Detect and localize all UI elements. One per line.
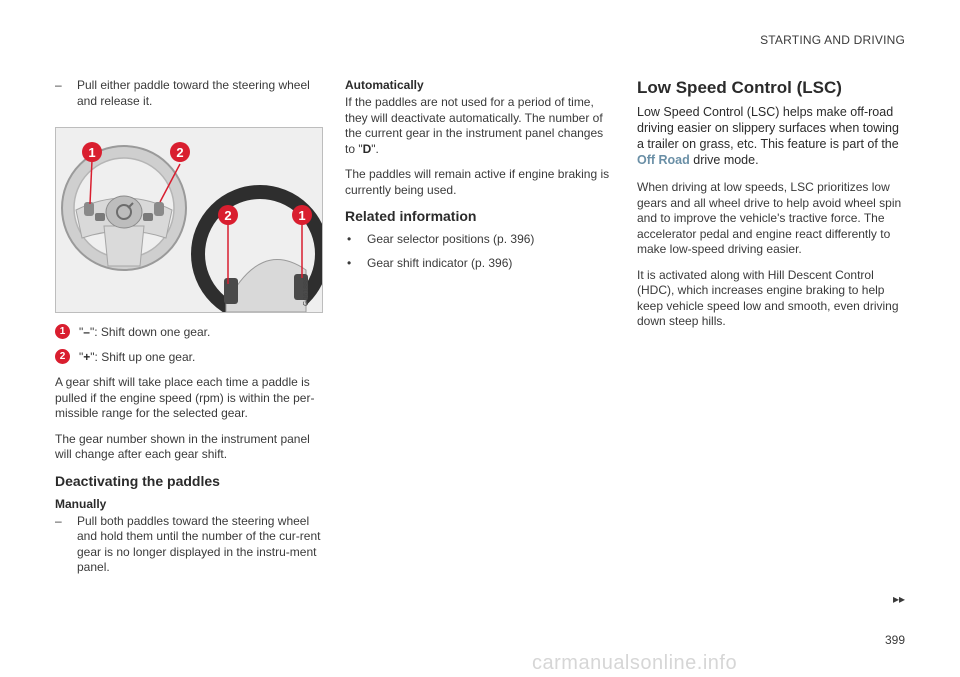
body-paragraph: When driving at low speeds, LSC prioritizes low gears and all wheel drive to help avoid wheel spin and to improve the vehicle's tractive force. The accelerator pedal and engine react differently to make low-speed driving easier. [637, 180, 902, 256]
svg-text:1: 1 [88, 145, 96, 160]
figure-code: G061889 [303, 277, 310, 306]
legend-quote: " [79, 325, 84, 339]
section-header: STARTING AND DRIVING [760, 33, 905, 47]
legend-item-1 [55, 325, 321, 340]
body-paragraph: The paddles will remain active if engine braking is currently being used. [345, 167, 610, 197]
related-link-text[interactable]: Gear shift indicator (p. 396) [367, 255, 513, 270]
body-paragraph: It is activated along with Hill Descent Control (HDC), which increases engine braking to help keep vehicle speed low and smooth, even driving down steep hills. [637, 267, 899, 328]
paragraph-text: ". [371, 141, 379, 156]
off-road-link[interactable]: Off Road [637, 153, 690, 167]
callout-badge: 2 [55, 349, 70, 364]
lead-paragraph [637, 104, 905, 168]
steering-wheel-drawing [56, 128, 322, 312]
svg-text:1: 1 [298, 208, 306, 223]
section-heading: Related information [345, 208, 477, 224]
body-paragraph: The gear number shown in the instrument panel will change after each gear shift. [55, 431, 310, 461]
legend-quote: " [79, 350, 84, 364]
callout-badge: 1 [55, 324, 70, 339]
subheading: Manually [55, 496, 107, 511]
page-section-title: Low Speed Control (LSC) [637, 78, 842, 97]
legend-text: ": Shift down one gear. [89, 325, 211, 339]
subheading: Automatically [345, 78, 424, 92]
section-heading: Deactivating the paddles [55, 472, 220, 489]
page-number: 399 [884, 633, 905, 647]
legend-text: ": Shift up one gear. [90, 350, 196, 364]
related-link-text[interactable]: Gear selector positions (p. 396) [367, 232, 535, 246]
column-middle [345, 78, 613, 279]
watermark: carmanualsonline.info [532, 652, 738, 674]
instruction-step [55, 78, 321, 109]
legend-item-2 [55, 350, 321, 365]
next-page-icon[interactable]: ▸▸ [892, 592, 905, 606]
paragraph-text: Low Speed Control (LSC) helps make off-road driving easier on slippery surfaces when towing a trailer on grass, etc. This feature is part of the [637, 105, 899, 151]
instruction-text: Pull both paddles toward the steering wheel and hold them until the number of the cur-rent gear is no longer displayed in the instru-ment panel. [77, 513, 321, 574]
instruction-text: Pull either paddle toward the steering wheel and release it. [77, 78, 310, 108]
body-paragraph: A gear shift will take place each time a paddle is pulled if the engine speed (rpm) is within the per-missible range for the selected gear. [55, 375, 315, 420]
body-paragraph [345, 95, 613, 157]
paragraph-text: drive mode. [689, 153, 759, 167]
paragraph-text: If the paddles are not used for a period of time, they will deactivate automatically. The number of the current gear in the instrument panel changes to " [345, 95, 604, 156]
legend-symbol: + [83, 350, 91, 364]
legend-symbol: – [83, 325, 90, 339]
dash-marker: – [55, 78, 62, 92]
gear-letter: D [362, 141, 372, 156]
callout-badge [218, 205, 238, 225]
dash-marker: – [55, 513, 62, 528]
svg-text:2: 2 [176, 145, 184, 160]
bullet: • [347, 232, 352, 246]
instruction-step [55, 514, 321, 576]
svg-text:2: 2 [224, 208, 232, 223]
callout-badge [292, 205, 312, 225]
column-left [55, 78, 321, 586]
callout-badge [170, 142, 190, 162]
steering-wheel-illustration [55, 127, 323, 313]
column-right [637, 78, 905, 340]
related-link[interactable] [345, 256, 613, 272]
bullet: • [347, 255, 352, 270]
related-link[interactable] [345, 232, 613, 248]
callout-badge [82, 142, 102, 162]
